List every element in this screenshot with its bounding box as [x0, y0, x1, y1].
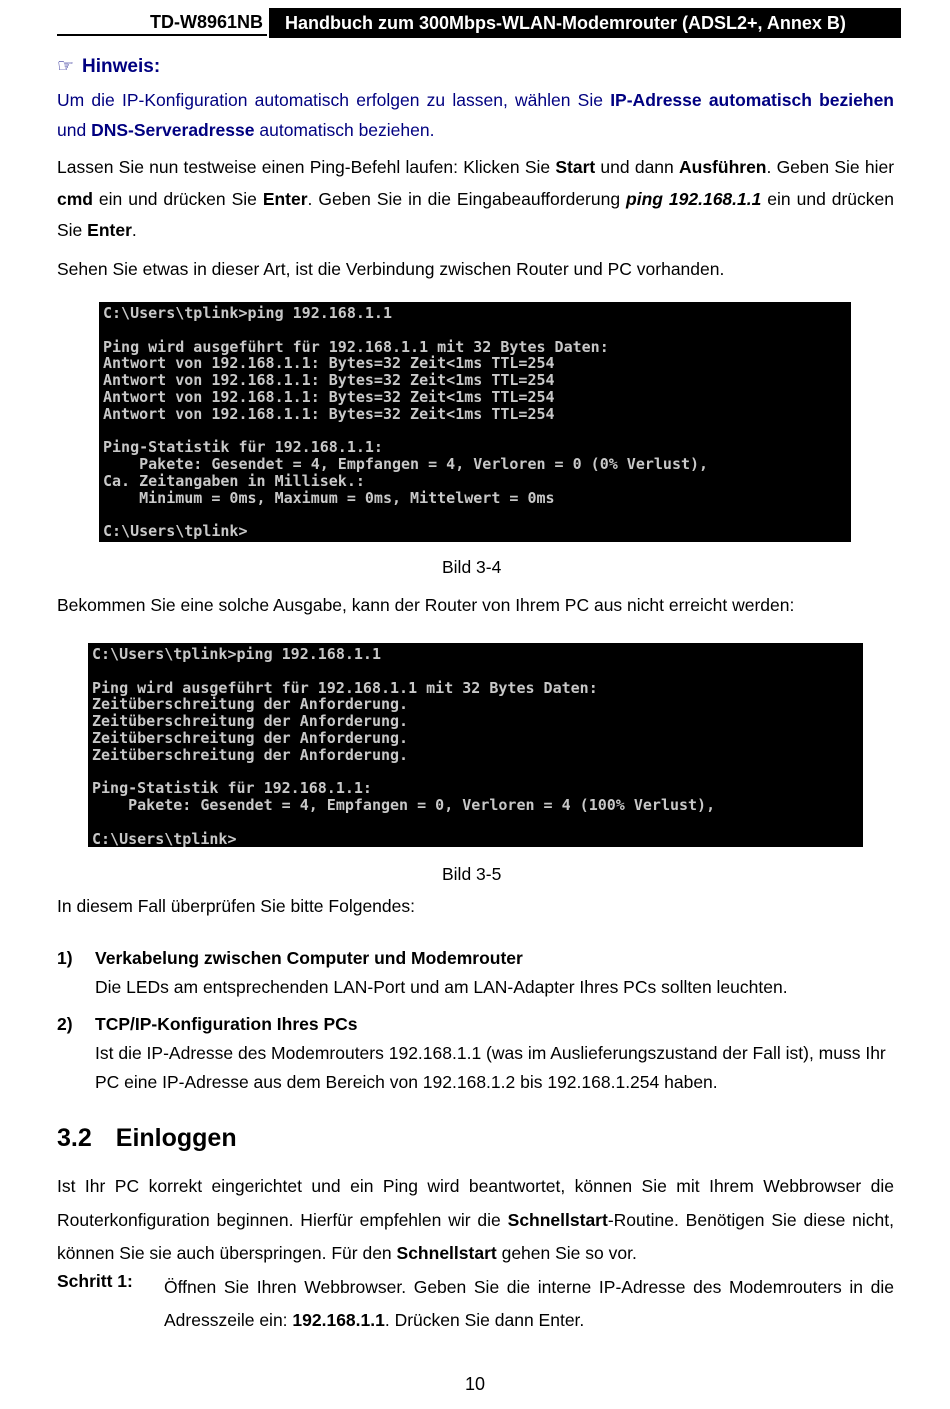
ping-instructions [57, 152, 894, 247]
list-number: 2) [57, 1014, 73, 1034]
note-text: Um die IP-Konfiguration automatisch erfolgen zu lassen, wählen Sie [57, 90, 611, 110]
section-title: Einloggen [115, 1124, 237, 1152]
list-item-body: Die LEDs am entsprechenden LAN-Port und am LAN-Adapter Ihres PCs sollten leuchten. [95, 977, 788, 997]
page-number: 10 [464, 1374, 486, 1394]
text: . Geben Sie in die Eingabeaufforderung [307, 188, 627, 209]
list-number: 1) [57, 948, 73, 968]
terminal-success-output: C:\Users\tplink>ping 192.168.1.1 Ping wird ausgeführt für 192.168.1.1 mit 32 Bytes Daten: Antwort von 192.168.1.1: Bytes=32 Zeit<1ms TTL=254 Antwort von 192.168.1.1: Bytes=32 Zeit<1ms TTL=254 Antwort von 192.168.1.1: Bytes=32 Zeit<1ms TTL=254 Antwort von 192.168.1.1: Bytes=32 Zeit<1ms TTL=254 Ping-Statistik für 192.168.1.1: Pakete: Gesendet = 4, Empfangen = 4, Verloren = 0 (0% Verlust), Ca. Zeitangaben in Millisek.: Minimum = 0ms, Maximum = 0ms, Mittelwert = 0ms C:\Users\tplink> [99, 302, 851, 542]
bold-enter: Enter [262, 188, 308, 209]
bold-schnellstart: Schnellstart [396, 1243, 497, 1263]
text: und dann [595, 157, 679, 177]
figure-caption: Bild 3-5 [442, 864, 502, 884]
text: gehen Sie so vor. [496, 1243, 637, 1263]
text: . Geben Sie hier [766, 157, 895, 177]
manual-title: Handbuch zum 300Mbps-WLAN-Modemrouter (ADSL2+, Annex B) [269, 8, 901, 38]
login-paragraph [57, 1170, 894, 1271]
text: . Drücken Sie dann Enter. [384, 1310, 585, 1330]
note-paragraph [57, 85, 894, 145]
note-text: automatisch beziehen. [254, 120, 435, 140]
text: . [131, 220, 137, 240]
page-header [57, 8, 901, 38]
fail-intro: Bekommen Sie eine solche Ausgabe, kann der Router von Ihrem PC aus nicht erreicht werden: [57, 595, 795, 615]
step-body [164, 1271, 894, 1337]
check-intro: In diesem Fall überprüfen Sie bitte Folgendes: [57, 896, 415, 916]
note-heading [57, 55, 160, 78]
note-bold: IP-Adresse automatisch beziehen [610, 90, 894, 110]
section-number: 3.2 [57, 1124, 92, 1152]
list-item-title: Verkabelung zwischen Computer und Modemrouter [95, 948, 523, 968]
note-bold: DNS-Serveradresse [91, 120, 255, 140]
text: ein und drücken Sie [57, 188, 894, 240]
step-label: Schritt 1: [57, 1271, 133, 1291]
note-heading-label: Hinweis: [82, 56, 161, 77]
ip-address: 192.168.1.1 [292, 1310, 385, 1330]
pointing-hand-icon: ☞ [57, 55, 75, 77]
success-intro: Sehen Sie etwas in dieser Art, ist die Verbindung zwischen Router und PC vorhanden. [57, 259, 725, 279]
section-heading [57, 1124, 237, 1153]
text: Öffnen Sie Ihren Webbrowser. Geben Sie die interne IP-Adresse des Modemrouters in die Adresszeile ein: [164, 1277, 894, 1330]
bold-enter: Enter [87, 220, 132, 240]
terminal-fail-output: C:\Users\tplink>ping 192.168.1.1 Ping wird ausgeführt für 192.168.1.1 mit 32 Bytes Daten: Zeitüberschreitung der Anforderung. Zeitüberschreitung der Anforderung. Zeitüberschreitung der Anforderung. Zeitüberschreitung der Anforderung. Ping-Statistik für 192.168.1.1: Pakete: Gesendet = 4, Empfangen = 0, Verloren = 4 (100% Verlust), C:\Users\tplink> [88, 643, 863, 847]
figure-caption: Bild 3-4 [442, 557, 502, 577]
bold-schnellstart: Schnellstart [507, 1209, 608, 1230]
text: Lassen Sie nun testweise einen Ping-Befehl laufen: Klicken Sie [57, 157, 556, 177]
model-name: TD-W8961NB [57, 8, 267, 36]
bold-cmd: cmd [57, 188, 93, 209]
bold-ausfuehren: Ausführen [679, 157, 767, 177]
ping-command: ping 192.168.1.1 [626, 188, 762, 209]
text: -Routine. Benötigen Sie diese nicht, können Sie sie auch überspringen. Für den [57, 1209, 894, 1263]
list-item-title: TCP/IP-Konfiguration Ihres PCs [95, 1014, 358, 1034]
note-text: und [57, 120, 92, 140]
bold-start: Start [555, 157, 596, 177]
text: ein und drücken Sie [92, 188, 263, 209]
list-item-body: Ist die IP-Adresse des Modemrouters 192.168.1.1 (was im Auslieferungszustand der Fall ist), muss Ihr PC eine IP-Adresse aus dem Bereich von 192.168.1.2 bis 192.168.1.254 haben. [95, 1043, 886, 1092]
text: Ist Ihr PC korrekt eingerichtet und ein Ping wird beantwortet, können Sie mit Ihrem Webbrowser die Routerkonfiguration beginnen. Hierfür empfehlen wir die [57, 1176, 894, 1230]
